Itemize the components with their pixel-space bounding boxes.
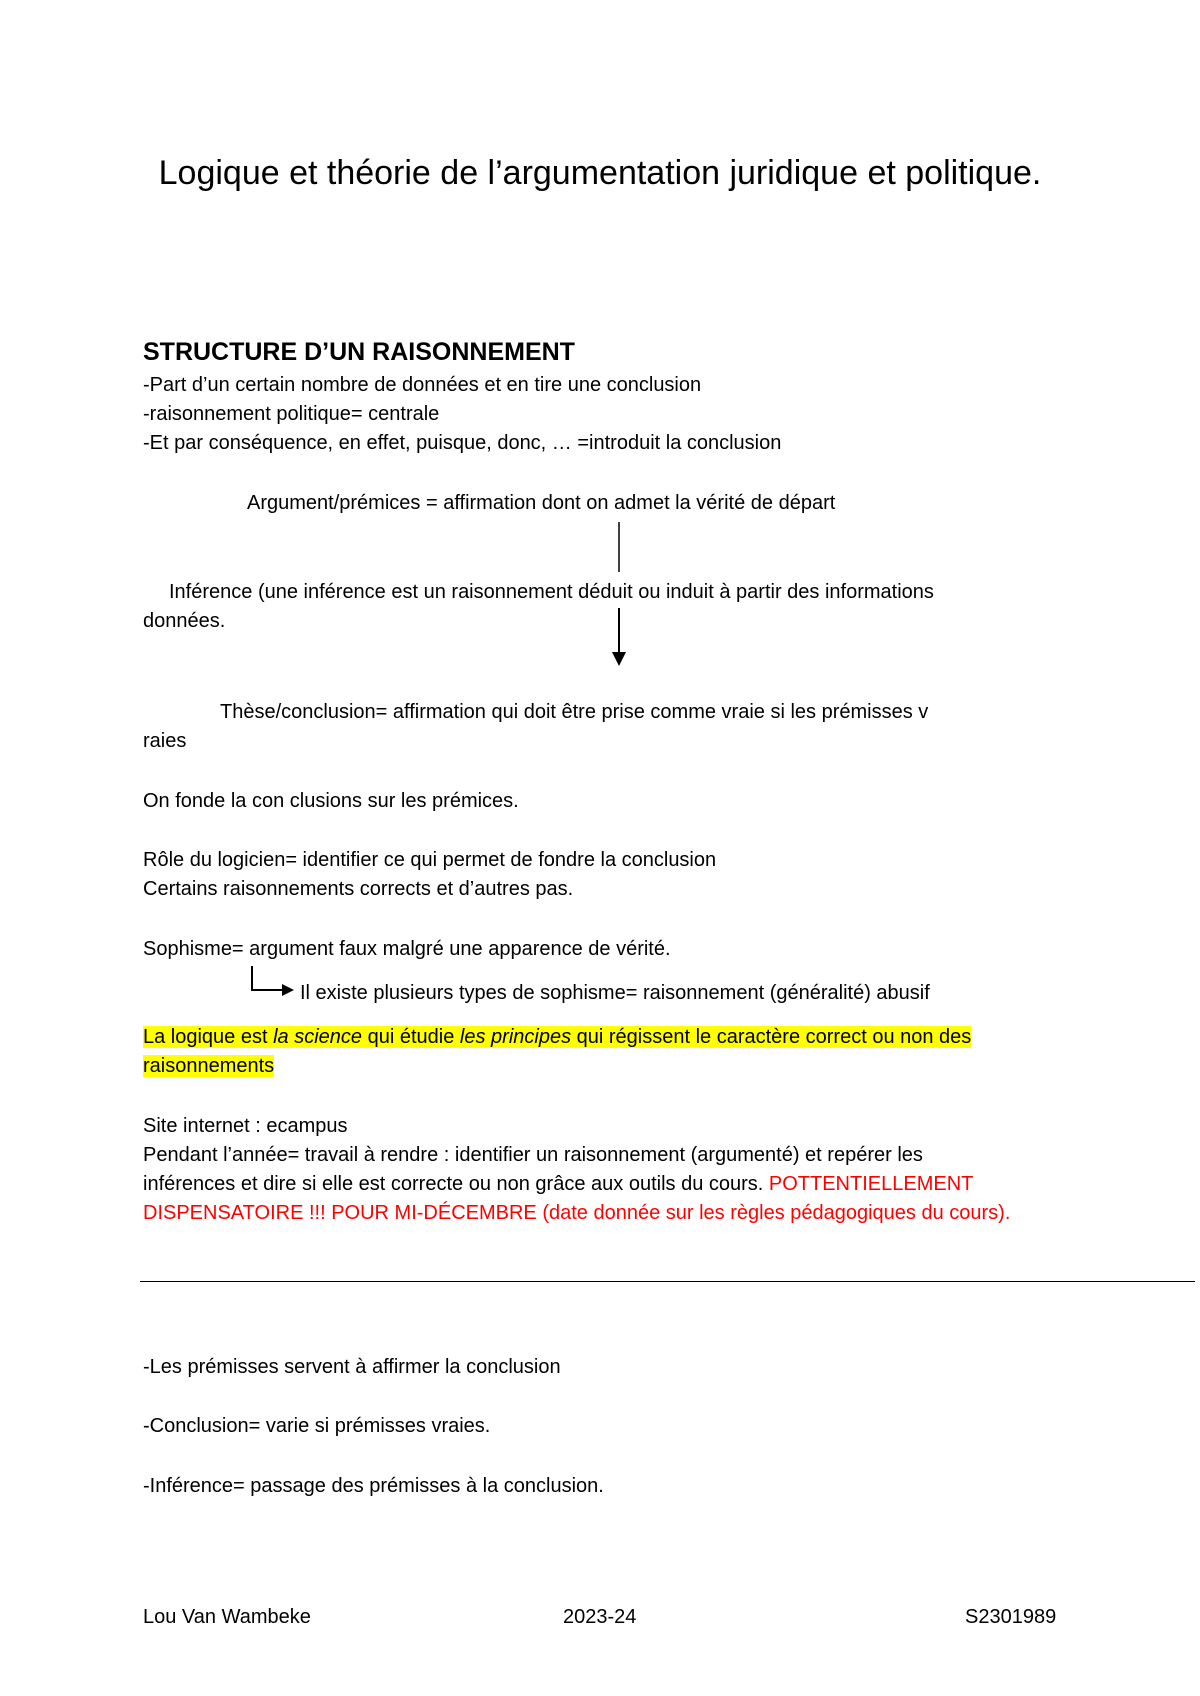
argument-text: Argument/prémices = affirmation dont on admet la vérité de départ: [247, 492, 836, 514]
highlight-part: qui étudie: [362, 1026, 460, 1048]
section-heading: STRUCTURE D’UN RAISONNEMENT: [143, 338, 575, 366]
travail-text-cont: [143, 1170, 973, 1199]
sophisme-types-text: Il existe plusieurs types de sophisme= raisonnement (généralité) abusif: [300, 982, 930, 1004]
warning-text-cont: DISPENSATOIRE !!! POUR MI-DÉCEMBRE (date donnée sur les règles pédagogiques du cours).: [143, 1202, 1011, 1224]
highlight-part: qui régissent le caractère correct ou non des: [571, 1026, 972, 1048]
footer-id: S2301989: [965, 1606, 1057, 1628]
after-line: -Inférence= passage des prémisses à la conclusion.: [143, 1475, 604, 1497]
sophisme-text: Sophisme= argument faux malgré une apparence de vérité.: [143, 938, 671, 960]
highlight-italic: la science: [273, 1026, 363, 1048]
inference-text: Inférence (une inférence est un raisonnement déduit ou induit à partir des informations: [169, 581, 934, 603]
travail-part: inférences et dire si elle est correcte ou non grâce aux outils du cours.: [143, 1173, 769, 1195]
highlight-part: La logique est: [143, 1026, 274, 1048]
footer-year: 2023-24: [563, 1606, 637, 1628]
travail-text: Pendant l’année= travail à rendre : identifier un raisonnement (argumenté) et repérer les: [143, 1144, 923, 1166]
footer-author: Lou Van Wambeke: [143, 1606, 311, 1628]
highlight-italic: les principes: [459, 1026, 572, 1048]
page-title: Logique et théorie de l’argumentation juridique et politique.: [158, 154, 1042, 192]
warning-text: POTTENTIELLEMENT: [768, 1173, 974, 1195]
inference-text-cont: données.: [143, 610, 226, 632]
intro-line: -raisonnement politique= centrale: [143, 403, 440, 425]
after-line: -Conclusion= varie si prémisses vraies.: [143, 1415, 491, 1437]
fonde-text: On fonde la con clusions sur les prémices.: [143, 790, 519, 812]
these-text: Thèse/conclusion= affirmation qui doit être prise comme vraie si les prémisses v: [220, 701, 929, 723]
site-text: Site internet : ecampus: [143, 1115, 348, 1137]
highlight-definition: [143, 1023, 1073, 1081]
horizontal-divider: [140, 1281, 1195, 1282]
role-text-cont: Certains raisonnements corrects et d’autres pas.: [143, 878, 574, 900]
intro-line: -Et par conséquence, en effet, puisque, donc, … =introduit la conclusion: [143, 432, 782, 454]
intro-line: -Part d’un certain nombre de données et en tire une conclusion: [143, 374, 702, 396]
role-text: Rôle du logicien= identifier ce qui permet de fondre la conclusion: [143, 849, 717, 871]
these-text-cont: raies: [143, 730, 187, 752]
after-line: -Les prémisses servent à affirmer la conclusion: [143, 1356, 561, 1378]
highlight-part: raisonnements: [143, 1055, 275, 1077]
